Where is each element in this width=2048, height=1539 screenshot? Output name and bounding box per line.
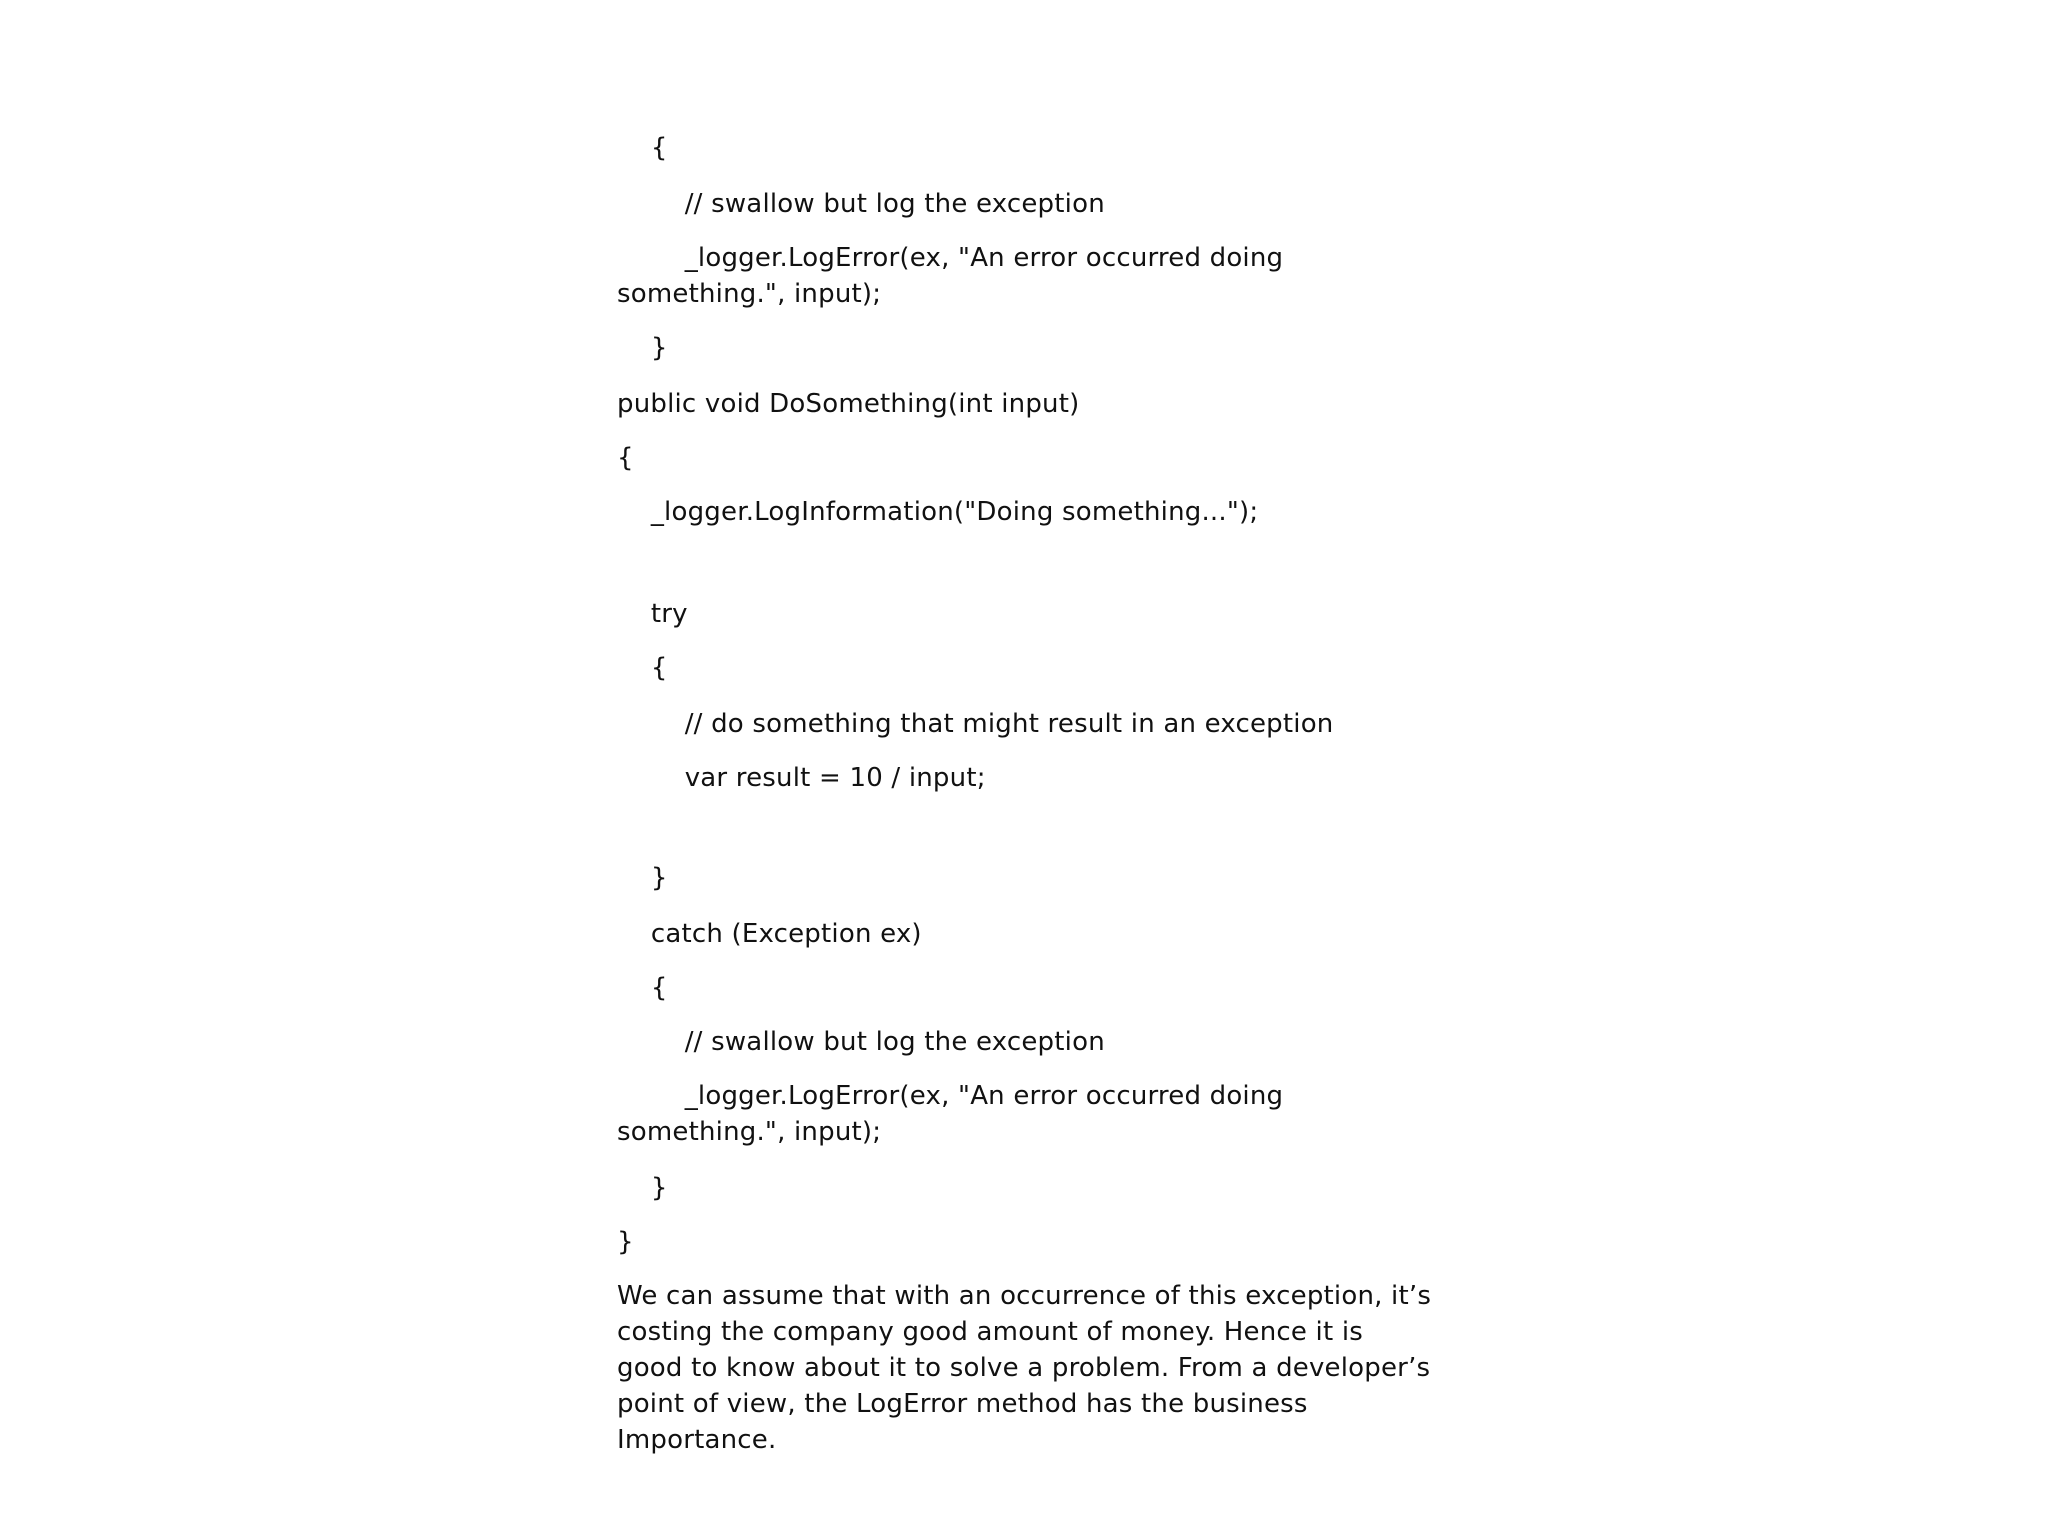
code-line: _logger.LogInformation("Doing something..."); xyxy=(617,497,1259,527)
code-line: _logger.LogError(ex, "An error occurred doing xyxy=(617,1081,1284,1111)
code-line: something.", input); xyxy=(617,279,882,309)
code-line: // swallow but log the exception xyxy=(617,1027,1105,1057)
code-line: { xyxy=(617,443,634,473)
code-line: } xyxy=(617,333,668,363)
code-line: catch (Exception ex) xyxy=(617,919,922,949)
code-line: public void DoSomething(int input) xyxy=(617,389,1080,419)
code-line: _logger.LogError(ex, "An error occurred doing xyxy=(617,243,1284,273)
code-line: } xyxy=(617,1173,668,1203)
code-line: { xyxy=(617,973,668,1003)
code-line: something.", input); xyxy=(617,1117,882,1147)
code-line: { xyxy=(617,133,668,163)
body-paragraph: We can assume that with an occurrence of this exception, it’s costing the company good amount of money. Hence it is good to know about it to solve a problem. From a developer’s point of view, the LogError method has the business Importance. xyxy=(617,1281,1432,1455)
code-line: // swallow but log the exception xyxy=(617,189,1105,219)
code-line: // do something that might result in an exception xyxy=(617,709,1334,739)
code-line: } xyxy=(617,863,668,893)
code-line: { xyxy=(617,653,668,683)
code-line: var result = 10 / input; xyxy=(617,763,986,793)
code-line: try xyxy=(617,599,688,629)
code-line: } xyxy=(617,1227,634,1257)
